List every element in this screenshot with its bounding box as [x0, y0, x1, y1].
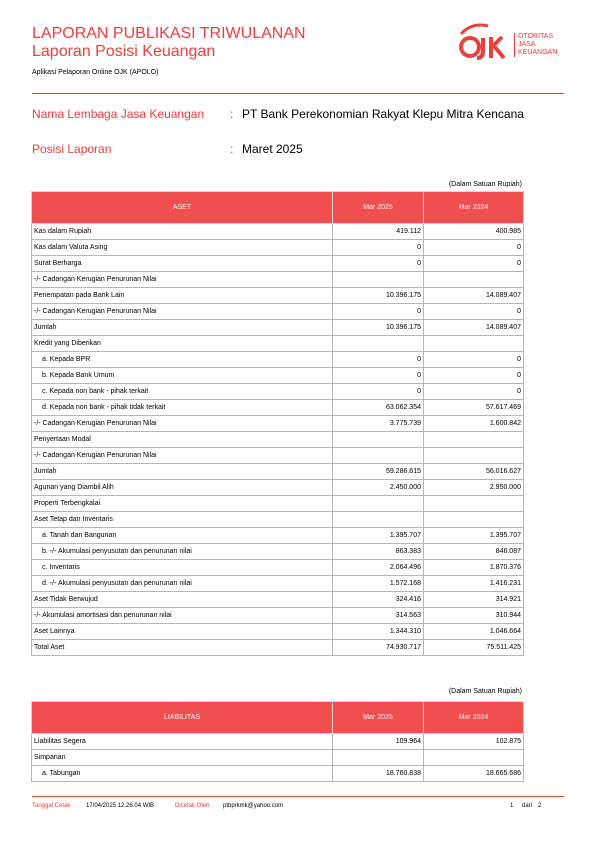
row-label: Total Aset — [32, 640, 333, 656]
value-mar-2025: 63.062.354 — [333, 400, 424, 416]
institution-value: PT Bank Perekonomian Rakyat Klepu Mitra Kencana — [242, 107, 524, 121]
value-mar-2025: 10.396.175 — [333, 320, 424, 336]
table-row — [32, 560, 524, 576]
value-mar-2025 — [333, 750, 424, 766]
row-label: Aset Tidak Berwujud — [32, 592, 333, 608]
row-label: a. Tanah dan Bangunan — [32, 528, 333, 544]
col-mar-2025: Mar 2025 — [333, 702, 424, 734]
table-row — [32, 592, 524, 608]
row-label: a. Kepada BPR — [32, 352, 333, 368]
value-mar-2025: 0 — [333, 352, 424, 368]
value-mar-2024: 400.985 — [424, 224, 524, 240]
col-mar-2025: Mar 2025 — [333, 192, 424, 224]
value-mar-2025: 0 — [333, 240, 424, 256]
value-mar-2024: 14.089.407 — [424, 288, 524, 304]
liabilities-header: LIABILITAS — [32, 702, 333, 734]
row-label: Kas dalam Valuta Asing — [32, 240, 333, 256]
table-row — [32, 576, 524, 592]
row-label: -/- Cadangan Kerugian Penurunan Nilai — [32, 416, 333, 432]
table-row — [32, 336, 524, 352]
row-label: Aset Tetap dan Inventaris — [32, 512, 333, 528]
row-label: Aset Lainnya — [32, 624, 333, 640]
col-mar-2024: Mar 2024 — [424, 702, 524, 734]
value-mar-2025: 18.760.838 — [333, 766, 424, 782]
row-label: c. Kepada non bank - pihak terkait — [32, 384, 333, 400]
value-mar-2024 — [424, 496, 524, 512]
print-date: 17/04/2025 12.26.04 WIB — [86, 803, 155, 809]
table-row — [32, 240, 524, 256]
header-divider — [32, 93, 564, 94]
table-row — [32, 464, 524, 480]
value-mar-2025: 109.964 — [333, 734, 424, 750]
value-mar-2024: 1.600.842 — [424, 416, 524, 432]
value-mar-2024: 14.089.407 — [424, 320, 524, 336]
table-row — [32, 400, 524, 416]
table-row — [32, 624, 524, 640]
table-row — [32, 256, 524, 272]
value-mar-2024: 1.395.707 — [424, 528, 524, 544]
row-label: a. Tabungan — [32, 766, 333, 782]
value-mar-2024: 57.617.469 — [424, 400, 524, 416]
row-label: Properti Terbengkalai — [32, 496, 333, 512]
value-mar-2024: 102.875 — [424, 734, 524, 750]
colon: : — [230, 142, 234, 156]
row-label: Agunan yang Diambil Alih — [32, 480, 333, 496]
table-row — [32, 734, 524, 750]
value-mar-2025: 1.572.168 — [333, 576, 424, 592]
printed-by-label: Dicetak Oleh — [175, 803, 210, 809]
value-mar-2025: 314.563 — [333, 608, 424, 624]
table-row — [32, 416, 524, 432]
value-mar-2024: 56.016.627 — [424, 464, 524, 480]
value-mar-2025: 10.396.175 — [333, 288, 424, 304]
value-mar-2025: 2.450.000 — [333, 480, 424, 496]
value-mar-2024: 75.511.425 — [424, 640, 524, 656]
printed-by: ptbprkmk@yahoo.com — [223, 803, 284, 809]
value-mar-2025 — [333, 512, 424, 528]
value-mar-2025: 2.064.496 — [333, 560, 424, 576]
ojk-logo-mark — [458, 20, 512, 64]
value-mar-2025 — [333, 272, 424, 288]
row-label: -/- Cadangan Kerugian Penurunan Nilai — [32, 304, 333, 320]
row-label: Liabilitas Segera — [32, 734, 333, 750]
colon: : — [230, 107, 234, 121]
table-row — [32, 448, 524, 464]
value-mar-2024: 2.950.000 — [424, 480, 524, 496]
footer-divider — [32, 796, 564, 797]
report-subtitle: Laporan Posisi Keuangan — [32, 43, 216, 60]
ojk-logo — [458, 20, 568, 64]
value-mar-2024: 1.870.376 — [424, 560, 524, 576]
value-mar-2024 — [424, 512, 524, 528]
print-date-label: Tanggal Cetak — [32, 803, 71, 809]
value-mar-2025 — [333, 336, 424, 352]
table-row — [32, 368, 524, 384]
value-mar-2025: 1.344.310 — [333, 624, 424, 640]
value-mar-2024 — [424, 272, 524, 288]
row-label: -/- Cadangan Kerugian Penurunan Nilai — [32, 448, 333, 464]
value-mar-2025: 0 — [333, 368, 424, 384]
value-mar-2024 — [424, 448, 524, 464]
value-mar-2024: 846.087 — [424, 544, 524, 560]
assets-table — [31, 191, 524, 656]
position-label: Posisi Laporan — [32, 142, 112, 156]
value-mar-2024: 314.921 — [424, 592, 524, 608]
table-row — [32, 320, 524, 336]
position-value: Maret 2025 — [242, 142, 303, 156]
table-row — [32, 352, 524, 368]
row-label: Penempatan pada Bank Lain — [32, 288, 333, 304]
value-mar-2025: 3.775.739 — [333, 416, 424, 432]
row-label: d. Kepada non bank - pihak tidak terkait — [32, 400, 333, 416]
value-mar-2024 — [424, 432, 524, 448]
value-mar-2025: 59.286.615 — [333, 464, 424, 480]
value-mar-2024: 0 — [424, 368, 524, 384]
liabilities-table — [31, 701, 524, 782]
value-mar-2024: 0 — [424, 352, 524, 368]
value-mar-2024 — [424, 336, 524, 352]
institution-label: Nama Lembaga Jasa Keuangan — [32, 107, 205, 121]
table-row — [32, 640, 524, 656]
row-label: Kas dalam Rupiah — [32, 224, 333, 240]
value-mar-2025: 863.383 — [333, 544, 424, 560]
table-row — [32, 272, 524, 288]
unit-note: (Dalam Satuan Rupiah) — [448, 181, 522, 188]
table-row — [32, 496, 524, 512]
value-mar-2024: 18.665.686 — [424, 766, 524, 782]
row-label: Penyertaan Modal — [32, 432, 333, 448]
row-label: Kredit yang Diberikan — [32, 336, 333, 352]
table-row — [32, 224, 524, 240]
value-mar-2024 — [424, 750, 524, 766]
table-row — [32, 288, 524, 304]
table-row — [32, 528, 524, 544]
page-number: 1 — [510, 803, 514, 809]
col-mar-2024: Mar 2024 — [424, 192, 524, 224]
row-label: c. Inventaris — [32, 560, 333, 576]
value-mar-2024: 1.046.664 — [424, 624, 524, 640]
table-row — [32, 480, 524, 496]
table-row — [32, 432, 524, 448]
table-row — [32, 766, 524, 782]
row-label: Simpanan — [32, 750, 333, 766]
table-row — [32, 384, 524, 400]
value-mar-2024: 0 — [424, 256, 524, 272]
value-mar-2025: 1.395.707 — [333, 528, 424, 544]
row-label: Jumlah — [32, 464, 333, 480]
row-label: d. -/- Akumulasi penyusutan dan penurunan nilai — [32, 576, 333, 592]
value-mar-2024: 0 — [424, 304, 524, 320]
value-mar-2025 — [333, 432, 424, 448]
value-mar-2025: 324.416 — [333, 592, 424, 608]
row-label: b. Kepada Bank Umum — [32, 368, 333, 384]
assets-header: ASET — [32, 192, 333, 224]
row-label: -/- Akumulasi amortisasi dan penurunan nilai — [32, 608, 333, 624]
value-mar-2025: 0 — [333, 304, 424, 320]
total-pages: 2 — [538, 803, 542, 809]
row-label: Jumlah — [32, 320, 333, 336]
unit-note: (Dalam Satuan Rupiah) — [448, 688, 522, 695]
table-row — [32, 512, 524, 528]
table-row — [32, 750, 524, 766]
page-of: dari — [522, 803, 533, 809]
value-mar-2025 — [333, 496, 424, 512]
value-mar-2025: 419.112 — [333, 224, 424, 240]
ojk-logo-text: OTORITAS JASA KEUANGAN — [514, 33, 557, 57]
row-label: Surat Berharga — [32, 256, 333, 272]
value-mar-2024: 310.944 — [424, 608, 524, 624]
value-mar-2024: 1.416.231 — [424, 576, 524, 592]
report-title: LAPORAN PUBLIKASI TRIWULANAN — [32, 25, 306, 42]
value-mar-2024: 0 — [424, 384, 524, 400]
table-row — [32, 608, 524, 624]
app-name: Aplikasi Pelaporan Online OJK (APOLO) — [32, 69, 159, 76]
row-label: b. -/- Akumulasi penyusutan dan penurunan nilai — [32, 544, 333, 560]
value-mar-2025: 0 — [333, 384, 424, 400]
value-mar-2025 — [333, 448, 424, 464]
value-mar-2025: 74.930.717 — [333, 640, 424, 656]
table-row — [32, 304, 524, 320]
row-label: -/- Cadangan Kerugian Penurunan Nilai — [32, 272, 333, 288]
table-row — [32, 544, 524, 560]
value-mar-2024: 0 — [424, 240, 524, 256]
value-mar-2025: 0 — [333, 256, 424, 272]
